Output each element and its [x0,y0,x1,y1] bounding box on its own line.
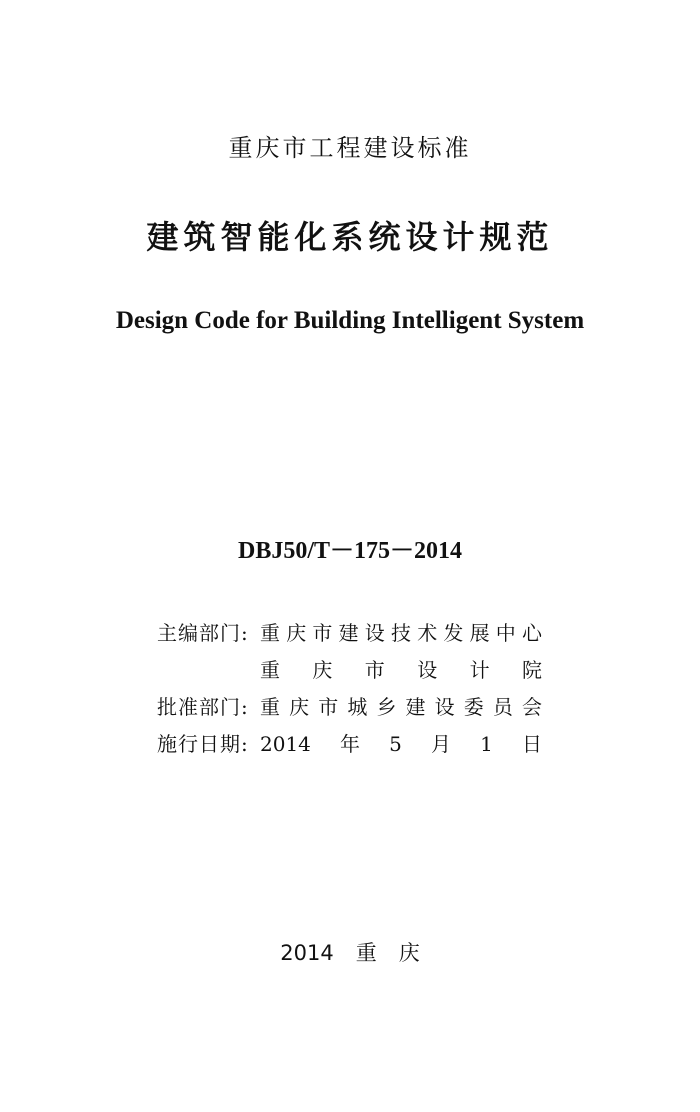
document-title-english: Design Code for Building Intelligent System [115,307,585,334]
info-row-chief-editor [157,620,542,657]
imprint [0,937,700,967]
standard-code: DBJ50/T－175－2014 [237,538,462,564]
info-value: 2014年5月1日 [260,732,542,756]
info-value: 重庆市建设技术发展中心 [260,621,542,645]
info-row-co-editor [157,657,542,694]
info-row-approval-department [157,694,542,731]
info-value: 重庆市城乡建设委员会 [260,695,542,719]
imprint-year: 2014 [280,941,334,965]
info-label: 施行日期: [157,732,249,756]
info-label: 主编部门: [157,621,249,645]
info-label: 批准部门: [157,695,249,719]
publication-info-block [157,620,542,768]
info-value: 重庆市设计院 [260,658,542,682]
document-title-chinese: 建筑智能化系统设计规范 [146,218,554,256]
standard-series-title: 重庆市工程建设标准 [228,134,472,162]
info-row-effective-date [157,731,542,768]
imprint-city: 重庆 [355,941,442,965]
